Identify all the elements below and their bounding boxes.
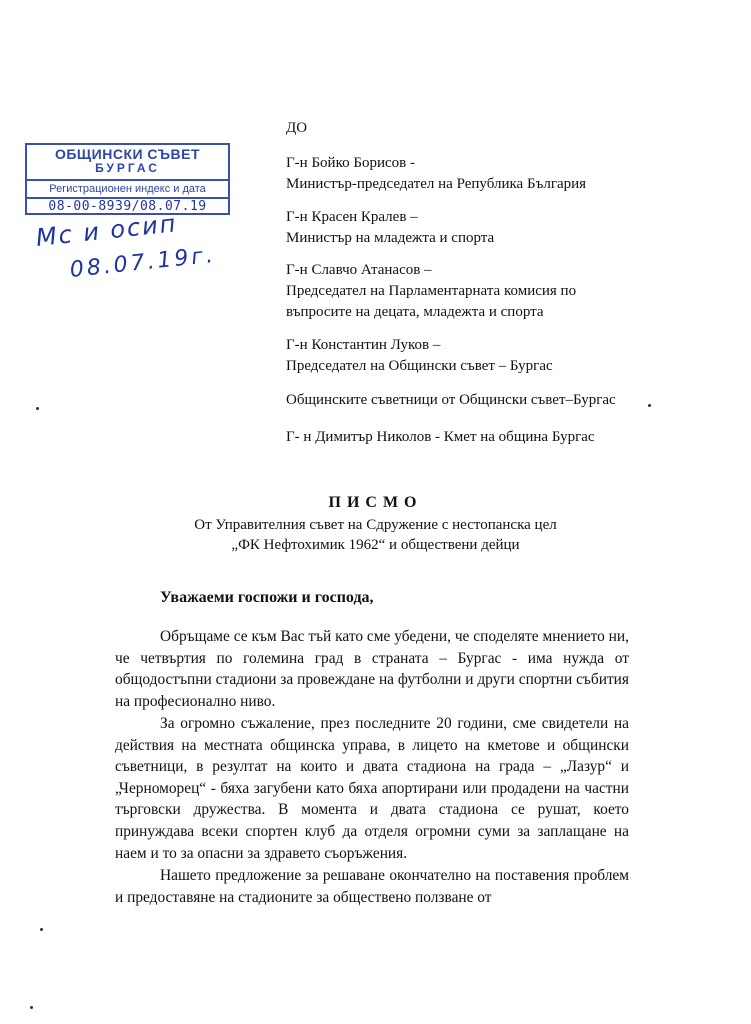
addressee-2 — [286, 207, 494, 249]
addressee-title-cont: въпросите на децата, младежта и спорта — [286, 304, 544, 320]
addressee-name: Г-н Константин Луков – — [286, 337, 441, 353]
scan-speck — [36, 407, 39, 410]
greeting: Уважаеми госпожи и господа, — [160, 589, 374, 606]
stamp-org: ОБЩИНСКИ СЪВЕТ — [54, 146, 201, 162]
addressee-name: Г- н Димитър Николов - Кмет на община Бургас — [286, 429, 595, 445]
addressee-name: Г-н Славчо Атанасов – — [286, 262, 432, 278]
body-paragraph-1: Обръщаме се към Вас тъй като сме убедени, че споделяте мнението ни, че четвъртия по големина град в страната – Бургас - има нужда от общодостъпни стадиони за провеждане на футболни и други спортни събития на професионално ниво. — [115, 628, 629, 710]
addressee-3 — [286, 260, 576, 323]
addressee-title: Министър на младежта и спорта — [286, 230, 495, 246]
addressee-title: Председател на Парламентарната комисия по — [286, 283, 577, 299]
addressee-name: Г-н Бойко Борисов - — [286, 155, 415, 171]
addressee-title: Председател на Общински съвет – Бургас — [286, 358, 553, 374]
body-paragraph-2: За огромно съжаление, през последните 20 години, сме свидетели на действия на местната общинска управа, в лицето на кметове и общински съветници, в резултат на които и двата стадиона на града – „Лазур“ и „Черноморец“ - бяха загубени като бяха апортирани или продадени на частни търговски дружества. В момента и двата стадиона се рушат, което принуждава всеки спортен клуб да отделя огромни суми за заплащане на наем и то за опасни за здравето съоръжения. — [115, 715, 629, 862]
letter-subtitle-1: От Управителния съвет на Сдружение с нестопанска цел — [194, 517, 557, 533]
handwritten-date: 08.07.19г. — [68, 242, 218, 283]
letter-title: ПИСМО — [328, 494, 423, 511]
registration-stamp — [25, 143, 230, 215]
scan-speck — [30, 1006, 33, 1009]
addressee-1 — [286, 153, 586, 195]
addressee-name: Г-н Красен Кралев – — [286, 209, 418, 225]
stamp-reg-number: 08-00-8939/08.07.19 — [48, 199, 207, 214]
scan-speck — [40, 928, 43, 931]
addressee-4 — [286, 335, 553, 377]
letter-subtitle-2: „ФК Нефтохимик 1962“ и обществени дейци — [231, 537, 520, 553]
addressee-name: Общинските съветници от Общински съвет–Бургас — [286, 392, 616, 408]
addressee-title: Министър-председател на Република България — [286, 176, 587, 192]
scan-speck — [648, 404, 651, 407]
to-label: ДО — [286, 120, 308, 136]
stamp-city: БУРГАС — [95, 161, 160, 175]
handwritten-note: Мс и осип — [34, 209, 179, 252]
stamp-reg-label: Регистрационен индекс и дата — [27, 179, 228, 199]
addressee-6 — [286, 427, 595, 448]
addressee-5 — [286, 390, 616, 411]
body-paragraph-3: Нашето предложение за решаване окончателно на поставения проблем и предоставяне на стадионите за обществено ползване от — [115, 867, 629, 906]
